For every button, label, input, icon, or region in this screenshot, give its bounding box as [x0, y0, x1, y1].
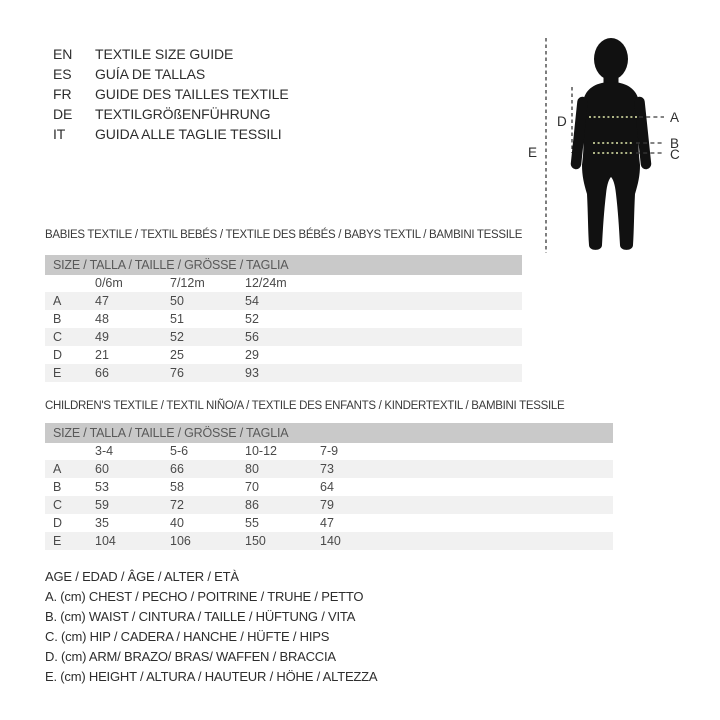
lang-row-fr: [53, 84, 289, 104]
babies-size-table: [45, 255, 522, 382]
size-value: 53: [95, 480, 109, 494]
left-arm: [576, 102, 583, 164]
children-section-title: CHILDREN'S TEXTILE / TEXTIL NIÑO/A / TEXTILE DES ENFANTS / KINDERTEXTIL / BAMBINI TESSILE: [45, 400, 565, 412]
size-value: 104: [95, 534, 116, 548]
column-header: 7-9: [320, 444, 339, 458]
size-value: 49: [95, 330, 109, 344]
children-size-header-bar: SIZE / TALLA / TAILLE / GRÖSSE / TAGLIA: [45, 423, 613, 443]
legend-item-arm: D. (cm) ARM/ BRAZO/ BRAS/ WAFFEN / BRACCIA: [45, 649, 336, 664]
babies-size-header-bar: SIZE / TALLA / TAILLE / GRÖSSE / TAGLIA: [45, 255, 522, 275]
figure-label-e: E: [528, 145, 538, 160]
size-value: 93: [245, 366, 259, 380]
table-row: [45, 328, 522, 346]
size-value: 47: [95, 294, 109, 308]
row-label: A: [53, 462, 62, 476]
legend-item-waist: B. (cm) WAIST / CINTURA / TAILLE / HÜFTUNG / VITA: [45, 609, 356, 624]
torso-and-legs: [582, 82, 640, 250]
table-row: [45, 460, 613, 478]
language-title-list: [53, 44, 289, 144]
row-label: D: [53, 516, 63, 530]
size-value: 48: [95, 312, 109, 326]
column-header: 12/24m: [245, 276, 287, 290]
lang-row-es: [53, 64, 289, 84]
size-value: 21: [95, 348, 109, 362]
size-value: 55: [245, 516, 259, 530]
right-arm: [640, 102, 647, 164]
table-row: [45, 532, 613, 550]
figure-label-b: B: [670, 136, 680, 151]
size-value: 50: [170, 294, 184, 308]
row-label: C: [53, 330, 63, 344]
size-value: 64: [320, 480, 334, 494]
size-value: 66: [95, 366, 109, 380]
lang-label: TEXTILE SIZE GUIDE: [95, 46, 234, 62]
lang-label: TEXTILGRÖßENFÜHRUNG: [95, 106, 271, 122]
size-value: 86: [245, 498, 259, 512]
size-value: 79: [320, 498, 334, 512]
column-header: 10-12: [245, 444, 277, 458]
children-column-headers: [45, 443, 613, 460]
table-row: [45, 496, 613, 514]
child-silhouette-diagram: [525, 25, 715, 255]
column-header: 7/12m: [170, 276, 205, 290]
column-header: 5-6: [170, 444, 189, 458]
lang-code: EN: [53, 46, 73, 62]
lang-label: GUIDE DES TAILLES TEXTILE: [95, 86, 289, 102]
table-row: [45, 364, 522, 382]
size-value: 73: [320, 462, 334, 476]
row-label: B: [53, 480, 62, 494]
figure-label-a: A: [670, 110, 680, 125]
size-value: 80: [245, 462, 259, 476]
size-value: 52: [170, 330, 184, 344]
row-label: C: [53, 498, 63, 512]
child-silhouette: [576, 38, 646, 250]
size-value: 76: [170, 366, 184, 380]
size-value: 60: [95, 462, 109, 476]
figure-label-d: D: [557, 114, 567, 129]
size-value: 51: [170, 312, 184, 326]
babies-section-title: BABIES TEXTILE / TEXTIL BEBÉS / TEXTILE DES BÉBÉS / BABYS TEXTIL / BAMBINI TESSILE: [45, 229, 523, 241]
measurement-legend: [45, 567, 377, 687]
table-row: [45, 292, 522, 310]
size-value: 66: [170, 462, 184, 476]
babies-column-headers: [45, 275, 522, 292]
lang-code: ES: [53, 66, 72, 82]
size-value: 40: [170, 516, 184, 530]
size-value: 29: [245, 348, 259, 362]
table-row: [45, 514, 613, 532]
size-value: 140: [320, 534, 341, 548]
lang-label: GUÍA DE TALLAS: [95, 66, 206, 82]
row-label: E: [53, 534, 62, 548]
size-value: 47: [320, 516, 334, 530]
table-row: [45, 310, 522, 328]
row-label: D: [53, 348, 63, 362]
children-size-table: [45, 423, 613, 550]
lang-row-en: [53, 44, 289, 64]
size-value: 56: [245, 330, 259, 344]
size-value: 54: [245, 294, 259, 308]
lang-code: FR: [53, 86, 72, 102]
lang-row-de: [53, 104, 289, 124]
size-value: 35: [95, 516, 109, 530]
legend-age-line: AGE / EDAD / ÂGE / ALTER / ETÀ: [45, 569, 239, 584]
table-row: [45, 346, 522, 364]
legend-item-hip: C. (cm) HIP / CADERA / HANCHE / HÜFTE / HIPS: [45, 629, 330, 644]
column-header: 0/6m: [95, 276, 123, 290]
size-value: 52: [245, 312, 259, 326]
lang-code: IT: [53, 126, 66, 142]
size-value: 59: [95, 498, 109, 512]
size-value: 106: [170, 534, 191, 548]
size-value: 70: [245, 480, 259, 494]
size-value: 72: [170, 498, 184, 512]
column-header: 3-4: [95, 444, 114, 458]
lang-row-it: [53, 124, 289, 144]
row-label: E: [53, 366, 62, 380]
size-value: 150: [245, 534, 266, 548]
size-value: 58: [170, 480, 184, 494]
lang-label: GUIDA ALLE TAGLIE TESSILI: [95, 126, 282, 142]
row-label: B: [53, 312, 62, 326]
lang-code: DE: [53, 106, 73, 122]
size-value: 25: [170, 348, 184, 362]
legend-item-chest: A. (cm) CHEST / PECHO / POITRINE / TRUHE / PETTO: [45, 589, 364, 604]
figure-label-c: C: [670, 147, 680, 162]
table-row: [45, 478, 613, 496]
legend-item-height: E. (cm) HEIGHT / ALTURA / HAUTEUR / HÖHE / ALTEZZA: [45, 669, 378, 684]
row-label: A: [53, 294, 62, 308]
